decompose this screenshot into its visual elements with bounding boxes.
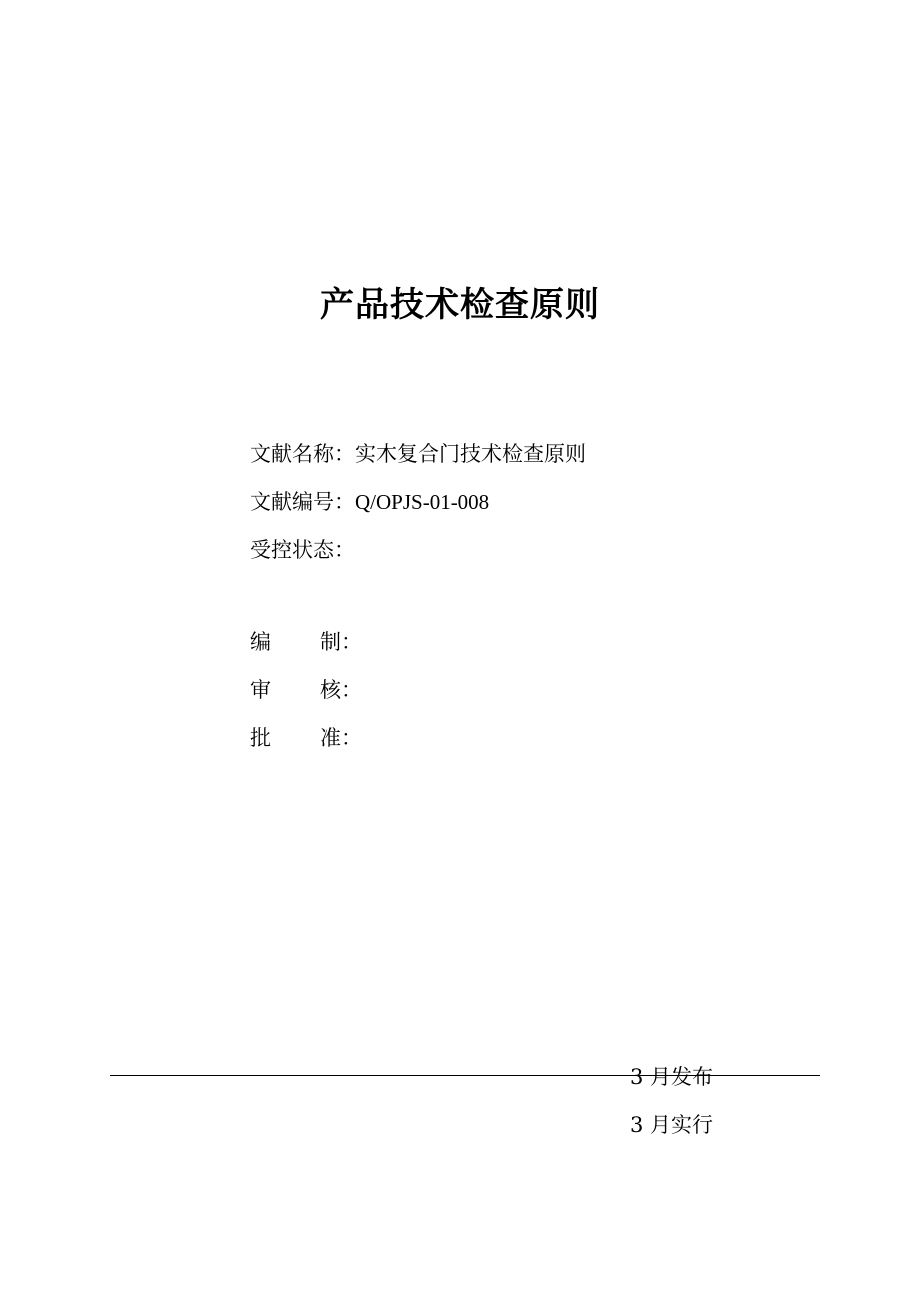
document-number-row [250,478,850,526]
control-status-label: 受控状态： [250,538,355,562]
reviewed-by-row [250,666,850,714]
control-status-row [250,526,850,574]
document-number-value: Q/OPJS-01-008 [355,490,490,514]
approved-by-label-first: 批 [250,726,271,750]
approved-by-row [250,714,850,762]
reviewed-by-label-first: 审 [250,678,271,702]
document-name-value: 实木复合门技术检查原则 [355,442,586,466]
footer-divider [110,1075,820,1076]
document-number-label: 文献编号： [250,490,355,514]
signoff-block [250,618,850,762]
document-name-row [250,430,850,478]
prepared-by-label-first: 编 [250,630,271,654]
prepared-by-row [250,618,850,666]
prepared-by-label-second: 制： [320,630,362,654]
document-name-label: 文献名称： [250,442,355,466]
document-info [250,430,850,574]
approved-by-label-second: 准： [320,726,362,750]
release-date: 3 月发布 [630,1065,714,1089]
effective-date: 3 月实行 [630,1113,714,1137]
reviewed-by-label-second: 核： [320,678,362,702]
document-title: 产品技术检查原则 [320,285,600,325]
